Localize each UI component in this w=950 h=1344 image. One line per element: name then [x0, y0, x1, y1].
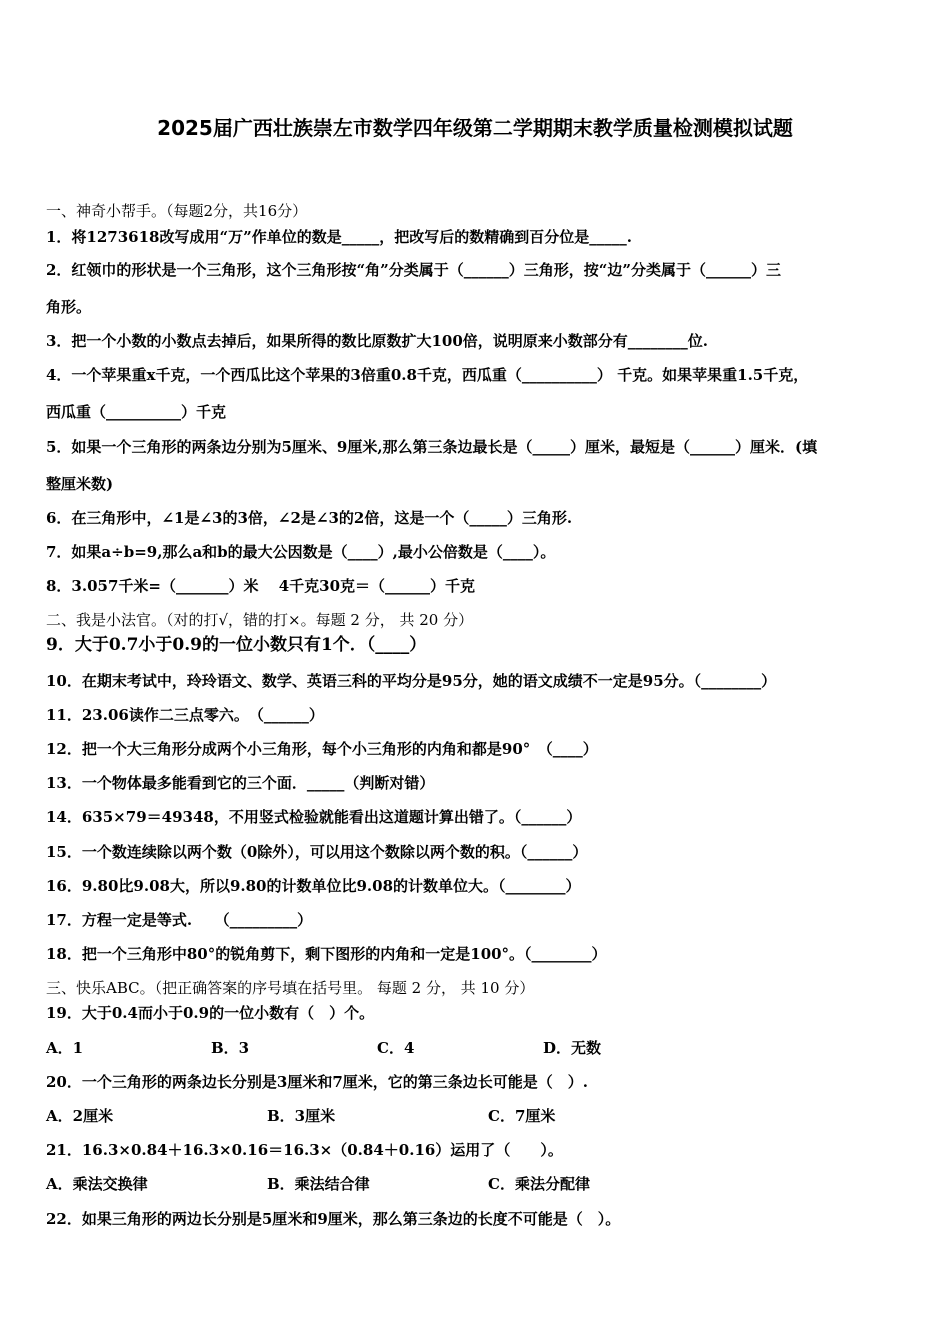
question-5-line-2: 整厘米数) — [46, 475, 114, 493]
q19-option-b: B．3 — [211, 1039, 250, 1057]
question-22: 22．如果三角形的两边长分别是5厘米和9厘米，那么第三条边的长度不可能是（ ）。 — [46, 1210, 621, 1228]
question-7: 7．如果a÷b=9,那么a和b的最大公因数是（____）,最小公倍数是（____）。 — [46, 543, 556, 561]
question-10: 10．在期末考试中，玲玲语文、数学、英语三科的平均分是95分，她的语文成绩不一定是95分。（________） — [46, 672, 777, 690]
question-17: 17．方程一定是等式. （_________） — [46, 911, 313, 929]
q20-option-c: C．7厘米 — [488, 1107, 556, 1125]
question-6: 6．在三角形中，∠1是∠3的3倍，∠2是∠3的2倍，这是一个（_____）三角形. — [46, 509, 573, 527]
question-3: 3．把一个小数的小数点去掉后，如果所得的数比原数扩大100倍，说明原来小数部分有________位. — [46, 332, 708, 350]
question-1: 1．将1273618改写成用“万”作单位的数是_____，把改写后的数精确到百分位是_____. — [46, 228, 632, 246]
section-3-heading: 三、快乐ABC。（把正确答案的序号填在括号里。 每题 2 分， 共 10 分） — [46, 979, 535, 997]
question-2-line-1: 2．红领巾的形状是一个三角形，这个三角形按“角”分类属于（______）三角形，按“边”分类属于（______）三 — [46, 261, 781, 279]
section-2-heading: 二、我是小法官。（对的打√，错的打×。每题 2 分， 共 20 分） — [46, 611, 474, 629]
question-4-line-2: 西瓜重（__________）千克 — [46, 403, 227, 421]
question-2-line-2: 角形。 — [46, 298, 92, 316]
section-1-heading: 一、神奇小帮手。（每题2分，共16分） — [46, 202, 308, 220]
q20-option-a: A．2厘米 — [46, 1107, 114, 1125]
question-5-line-1: 5．如果一个三角形的两条边分别为5厘米、9厘米,那么第三条边最长是（_____）厘米，最短是（______）厘米．(填 — [46, 438, 818, 456]
question-9: 9．大于0.7小于0.9的一位小数只有1个．（____） — [46, 635, 427, 655]
question-20: 20．一个三角形的两条边长分别是3厘米和7厘米，它的第三条边长可能是（ ）. — [46, 1073, 588, 1091]
question-21: 21．16.3×0.84＋16.3×0.16＝16.3×（0.84＋0.16）运用了（ ）。 — [46, 1141, 563, 1159]
question-13: 13．一个物体最多能看到它的三个面．_____（判断对错） — [46, 774, 435, 792]
q19-option-d: D．无数 — [543, 1039, 602, 1057]
question-11: 11．23.06读作二三点零六。 （______） — [46, 706, 324, 724]
question-4-line-1: 4．一个苹果重x千克，一个西瓜比这个苹果的3倍重0.8千克，西瓜重（__________） 千克。如果苹果重1.5千克， — [46, 366, 809, 384]
question-14: 14．635×79＝49348，不用竖式检验就能看出这道题计算出错了。（______） — [46, 808, 582, 826]
question-18: 18．把一个三角形中80°的锐角剪下，剩下图形的内角和一定是100°。（________） — [46, 945, 607, 963]
question-16: 16．9.80比9.08大，所以9.80的计数单位比9.08的计数单位大。（________） — [46, 877, 581, 895]
q20-option-b: B．3厘米 — [267, 1107, 336, 1125]
page-title: 2025届广西壮族崇左市数学四年级第二学期期末教学质量检测模拟试题 — [157, 116, 793, 140]
question-12: 12．把一个大三角形分成两个小三角形，每个小三角形的内角和都是90° （____） — [46, 740, 598, 758]
question-15: 15．一个数连续除以两个数（0除外），可以用这个数除以两个数的积。（______） — [46, 843, 588, 861]
q19-option-a: A．1 — [46, 1039, 84, 1057]
q21-option-c: C．乘法分配律 — [488, 1175, 590, 1193]
q19-option-c: C．4 — [377, 1039, 415, 1057]
q21-option-b: B．乘法结合律 — [267, 1175, 370, 1193]
question-19: 19．大于0.4而小于0.9的一位小数有（ ）个。 — [46, 1004, 375, 1022]
question-8: 8．3.057千米=（_______）米 4千克30克＝（______）千克 — [46, 577, 476, 595]
q21-option-a: A．乘法交换律 — [46, 1175, 148, 1193]
